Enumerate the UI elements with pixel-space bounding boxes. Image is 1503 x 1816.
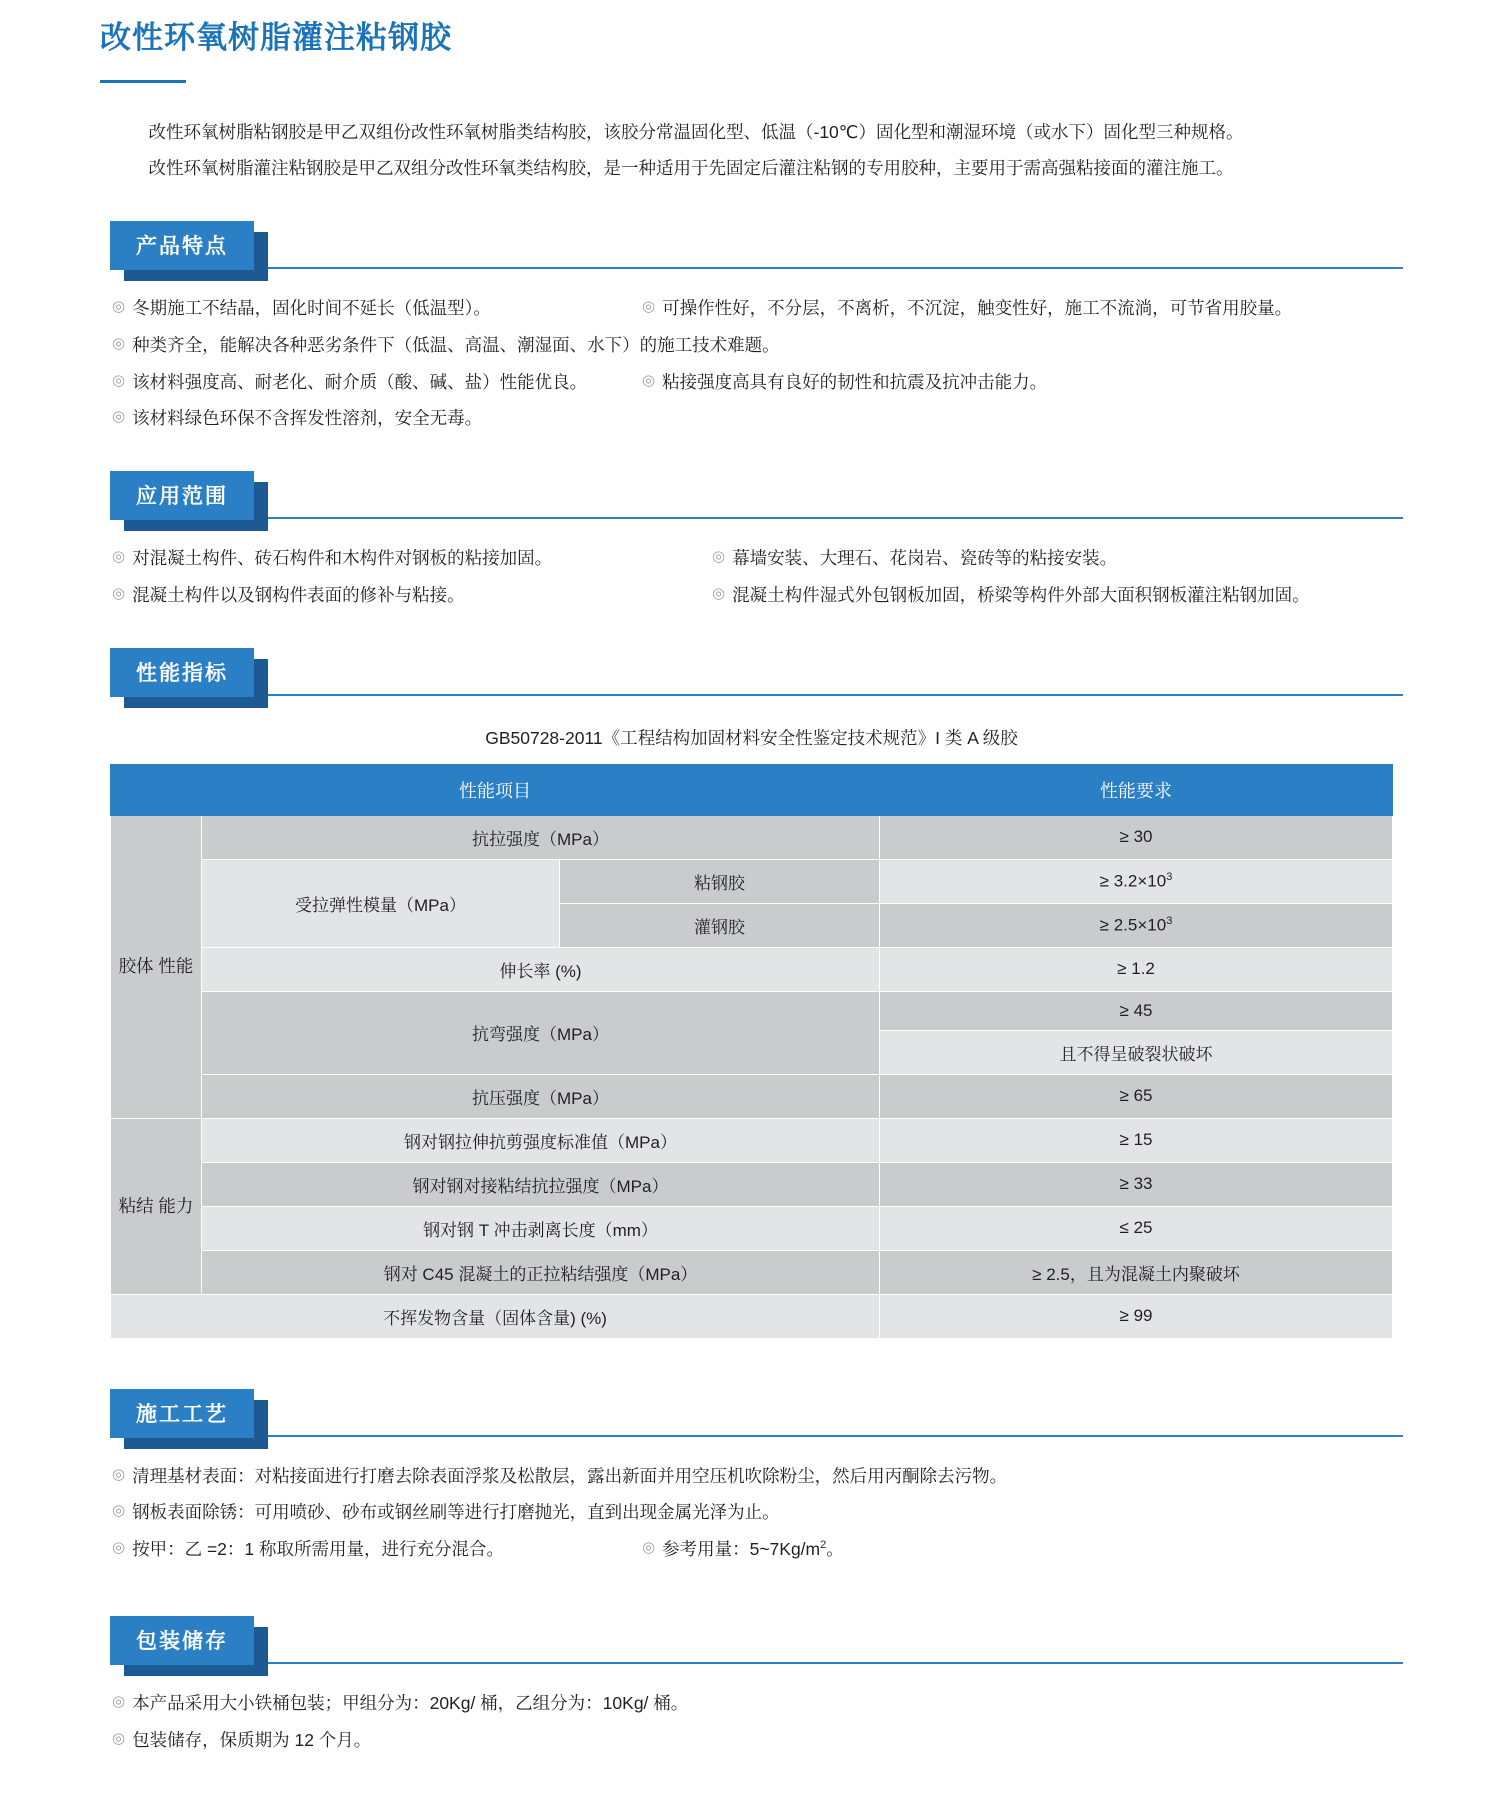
list-item-dosage bbox=[642, 1531, 844, 1568]
list-row bbox=[112, 1458, 1403, 1495]
column-header-requirement: 性能要求 bbox=[880, 764, 1393, 815]
list-item bbox=[112, 290, 642, 327]
title-underline bbox=[100, 80, 186, 83]
table-row bbox=[111, 815, 1393, 859]
heading-rule bbox=[110, 1662, 1403, 1664]
heading-rule bbox=[110, 694, 1403, 696]
list-item bbox=[642, 364, 1047, 401]
heading-label: 包装储存 bbox=[110, 1616, 254, 1665]
bullet-icon: ◎ bbox=[112, 1465, 126, 1483]
title-block bbox=[0, 0, 1503, 83]
list-row bbox=[112, 400, 1403, 437]
section-heading-application bbox=[110, 471, 254, 520]
list-item bbox=[112, 364, 642, 401]
cell-value: ≥ 45 bbox=[880, 991, 1393, 1030]
list-item-label: 本产品采用大小铁桶包装；甲组分为：20Kg/ 桶，乙组分为：10Kg/ 桶。 bbox=[132, 1692, 689, 1713]
list-row bbox=[112, 327, 1403, 364]
bullet-icon: ◎ bbox=[712, 548, 726, 566]
performance-table bbox=[110, 764, 1393, 1339]
list-item bbox=[112, 540, 712, 577]
bullet-icon: ◎ bbox=[112, 334, 126, 352]
cell-value: ≥ 2.5，且为混凝土内聚破坏 bbox=[880, 1250, 1393, 1294]
cell-value-exponent: 3 bbox=[1166, 870, 1173, 883]
list-item-label: 清理基材表面：对粘接面进行打磨去除表面浮浆及松散层，露出新面并用空压机吹除粉尘，然后用丙酮除去污物。 bbox=[132, 1465, 1008, 1486]
cell-item: 受拉弹性模量（MPa） bbox=[202, 859, 560, 947]
table-row bbox=[111, 859, 1393, 903]
list-item bbox=[642, 290, 1292, 327]
list-item-label: 冬期施工不结晶，固化时间不延长（低温型）。 bbox=[132, 298, 491, 319]
bullet-icon: ◎ bbox=[642, 371, 656, 389]
row-group-glue: 胶体 性能 bbox=[111, 815, 202, 1118]
section-heading-process bbox=[110, 1389, 254, 1438]
heading-rule bbox=[110, 517, 1403, 519]
table-header-row bbox=[111, 764, 1393, 815]
list-item-label: 包装储存，保质期为 12 个月。 bbox=[132, 1729, 372, 1750]
intro-paragraph-1: 改性环氧树脂粘钢胶是甲乙双组份改性环氧树脂类结构胶，该胶分常温固化型、低温（-10℃）固化型和潮湿环境（或水下）固化型三种规格。 bbox=[148, 122, 1244, 143]
cell-value: ≥ 99 bbox=[880, 1294, 1393, 1338]
cell-item: 钢对钢 T 冲击剥离长度（mm） bbox=[202, 1206, 880, 1250]
bullet-icon: ◎ bbox=[112, 548, 126, 566]
section-features bbox=[0, 221, 1503, 437]
list-row bbox=[112, 1531, 1403, 1568]
list-item-label: 可操作性好，不分层，不离析，不沉淀，触变性好，施工不流淌，可节省用胶量。 bbox=[662, 298, 1293, 319]
list-row bbox=[112, 577, 1403, 614]
intro-paragraphs bbox=[0, 115, 1503, 187]
table-row bbox=[111, 1118, 1393, 1162]
list-item bbox=[112, 1722, 371, 1759]
cell-value: ≤ 25 bbox=[880, 1206, 1393, 1250]
list-item bbox=[112, 1685, 688, 1722]
cell-item: 抗压强度（MPa） bbox=[202, 1074, 880, 1118]
cell-item: 钢对钢拉伸抗剪强度标准值（MPa） bbox=[202, 1118, 880, 1162]
application-list bbox=[0, 540, 1503, 614]
heading-label: 产品特点 bbox=[110, 221, 254, 270]
bullet-icon: ◎ bbox=[712, 584, 726, 602]
page-title: 改性环氧树脂灌注粘钢胶 bbox=[100, 20, 452, 55]
section-application bbox=[0, 471, 1503, 614]
list-row bbox=[112, 1722, 1403, 1759]
dosage-exponent: 2 bbox=[820, 1539, 827, 1552]
cell-value-text: ≥ 2.5×10 bbox=[1099, 915, 1167, 935]
cell-value: ≥ 30 bbox=[880, 815, 1393, 859]
packaging-list bbox=[0, 1685, 1503, 1759]
list-item bbox=[112, 1531, 642, 1568]
section-heading-features bbox=[110, 221, 254, 270]
cell-value: ≥ 65 bbox=[880, 1074, 1393, 1118]
list-item bbox=[112, 400, 482, 437]
list-item bbox=[112, 327, 780, 364]
heading-rule bbox=[110, 267, 1403, 269]
bullet-icon: ◎ bbox=[642, 1539, 656, 1557]
heading-label: 施工工艺 bbox=[110, 1389, 254, 1438]
cell-value-text: ≥ 3.2×10 bbox=[1099, 871, 1167, 891]
bullet-icon: ◎ bbox=[112, 1502, 126, 1520]
dosage-suffix: 。 bbox=[826, 1539, 844, 1560]
table-row bbox=[111, 947, 1393, 991]
list-item-label: 粘接强度高具有良好的韧性和抗震及抗冲击能力。 bbox=[662, 371, 1048, 392]
dosage-label bbox=[662, 1531, 844, 1568]
table-row bbox=[111, 1162, 1393, 1206]
table-row bbox=[111, 1206, 1393, 1250]
list-row bbox=[112, 364, 1403, 401]
table-row bbox=[111, 991, 1393, 1030]
cell-value: ≥ 1.2 bbox=[880, 947, 1393, 991]
list-item-label: 对混凝土构件、砖石构件和木构件对钢板的粘接加固。 bbox=[132, 548, 553, 569]
list-item bbox=[112, 1494, 780, 1531]
list-row bbox=[112, 1685, 1403, 1722]
list-item-label: 钢板表面除锈：可用喷砂、砂布或钢丝刷等进行打磨抛光，直到出现金属光泽为止。 bbox=[132, 1502, 780, 1523]
cell-subitem: 粘钢胶 bbox=[560, 859, 880, 903]
cell-value bbox=[880, 903, 1393, 947]
list-item-label: 混凝土构件以及钢构件表面的修补与粘接。 bbox=[132, 584, 465, 605]
cell-item: 钢对钢对接粘结抗拉强度（MPa） bbox=[202, 1162, 880, 1206]
heading-label: 性能指标 bbox=[110, 648, 254, 697]
list-item-label: 该材料强度高、耐老化、耐介质（酸、碱、盐）性能优良。 bbox=[132, 371, 588, 392]
cell-item: 不挥发物含量（固体含量) (%) bbox=[111, 1294, 880, 1338]
cell-value: 且不得呈破裂状破坏 bbox=[880, 1030, 1393, 1074]
bullet-icon: ◎ bbox=[112, 371, 126, 389]
heading-rule bbox=[110, 1435, 1403, 1437]
bullet-icon: ◎ bbox=[112, 584, 126, 602]
section-heading-packaging bbox=[110, 1616, 254, 1665]
cell-value bbox=[880, 859, 1393, 903]
list-item bbox=[112, 577, 712, 614]
list-item-label: 该材料绿色环保不含挥发性溶剂，安全无毒。 bbox=[132, 408, 483, 429]
cell-item: 抗拉强度（MPa） bbox=[202, 815, 880, 859]
section-packaging bbox=[0, 1616, 1503, 1759]
bullet-icon: ◎ bbox=[112, 1692, 126, 1710]
list-row bbox=[112, 540, 1403, 577]
bullet-icon: ◎ bbox=[642, 298, 656, 316]
section-heading-performance bbox=[110, 648, 254, 697]
row-group-bond: 粘结 能力 bbox=[111, 1118, 202, 1294]
list-row bbox=[112, 1494, 1403, 1531]
bullet-icon: ◎ bbox=[112, 408, 126, 426]
features-list bbox=[0, 290, 1503, 437]
list-item-label: 混凝土构件湿式外包钢板加固，桥梁等构件外部大面积钢板灌注粘钢加固。 bbox=[732, 584, 1310, 605]
list-item bbox=[712, 577, 1310, 614]
bullet-icon: ◎ bbox=[112, 1539, 126, 1557]
table-row bbox=[111, 1074, 1393, 1118]
table-row bbox=[111, 1294, 1393, 1338]
cell-subitem: 灌钢胶 bbox=[560, 903, 880, 947]
bullet-icon: ◎ bbox=[112, 1729, 126, 1747]
intro-paragraph-2: 改性环氧树脂灌注粘钢胶是甲乙双组分改性环氧类结构胶，是一种适用于先固定后灌注粘钢的专用胶种，主要用于需高强粘接面的灌注施工。 bbox=[148, 158, 1234, 179]
process-list bbox=[0, 1458, 1503, 1568]
dosage-text: 参考用量：5~7Kg/m bbox=[662, 1539, 821, 1560]
cell-value: ≥ 33 bbox=[880, 1162, 1393, 1206]
list-item bbox=[112, 1458, 1007, 1495]
cell-item: 伸长率 (%) bbox=[202, 947, 880, 991]
page-bottom-spacer bbox=[0, 1758, 1503, 1776]
cell-value-exponent: 3 bbox=[1166, 914, 1173, 927]
heading-label: 应用范围 bbox=[110, 471, 254, 520]
cell-item: 钢对 C45 混凝土的正拉粘结强度（MPa） bbox=[202, 1250, 880, 1294]
list-row bbox=[112, 290, 1403, 327]
list-item-label: 幕墙安装、大理石、花岗岩、瓷砖等的粘接安装。 bbox=[732, 548, 1118, 569]
table-caption: GB50728-2011《工程结构加固材料安全性鉴定技术规范》I 类 A 级胶 bbox=[485, 727, 1018, 748]
table-row bbox=[111, 1250, 1393, 1294]
section-performance bbox=[0, 648, 1503, 1339]
column-header-item: 性能项目 bbox=[111, 764, 880, 815]
list-item-label: 按甲：乙 =2：1 称取所需用量，进行充分混合。 bbox=[132, 1539, 505, 1560]
section-process bbox=[0, 1389, 1503, 1568]
bullet-icon: ◎ bbox=[112, 298, 126, 316]
cell-value: ≥ 15 bbox=[880, 1118, 1393, 1162]
list-item-label: 种类齐全，能解决各种恶劣条件下（低温、高温、潮湿面、水下）的施工技术难题。 bbox=[132, 334, 780, 355]
list-item bbox=[712, 540, 1117, 577]
cell-item: 抗弯强度（MPa） bbox=[202, 991, 880, 1074]
